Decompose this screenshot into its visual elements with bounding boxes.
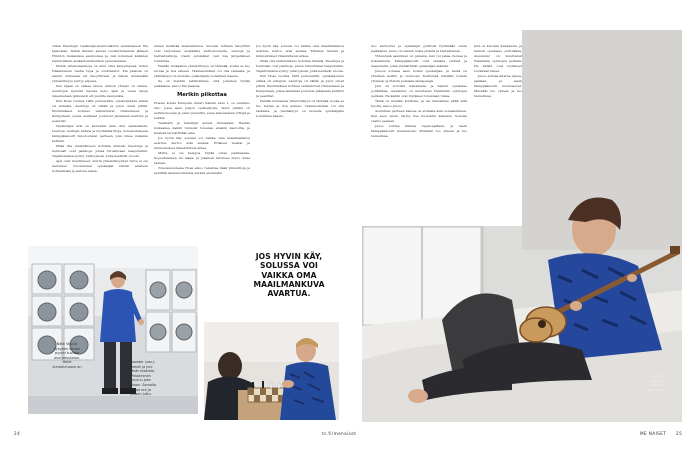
paragraph: Opiskelijan arki on kuitenkin aina ollut samanlaista: luentoja, tenttejä, kahvia ja myöhäisiä iltoja. Soluasumisessa kämppäkaverit muodostavat perheen, joka tukee vaikeina hetkinä. [52,124,148,143]
paragraph: Kun Hoas vuonna 1969 perustettiin, opiskelijoiden elämä oli erilaista. Asuntoja oli vähän ja jonot olivat pitkiä. Ensimmäiset kohteet valmistuivat Otaniemeen ja Kumpulaan, joissa asukkaat joutuivat jakamaan keittiön ja pesutilat. [256,74,344,98]
paragraph: Ajat ovat muuttuneet, mutta yhteisöllisyyden tarve ei ole kadonnut. Nuoremmat opiskelijat etsivät edelleen kohtaamisia ja jaettua arkea. [52,159,148,173]
paragraph: Juni on kotoisin Kanadasta, ja Samuli opiskelee politiikkaa. Alexander on muuttanut Helsinkiin opintojen perässä. He kaikki ovat löytäneet toisistaan tukea. [474,44,522,73]
paragraph: viitaa Helsingin Opiskelija-asuntosäätiön asukkaaseen Pia Jaakolaan. Nämä ihmiset asuvat vuosikymmenten jälkeen HOAS:n mukaisissa asunnoissa ja ovat kokeneet kaikkien mahdollisten asukastoimikuntien perustamisen. [52,44,148,63]
paragraph: Mutta ei ole helppoa löytää omaa paikkaansa. Sopeutuminen vie aikaa, ja jokainen tarvitsee myös omaa rauhaa. [154,151,250,165]
page-number-right: 25 [676,431,683,436]
paragraph: Hoasin kohde Kumpula, Petari Kalmin katu 1, on uudehko talo, jossa asuu paljon opiskelijoita. Talon pihalla on aurinkotuoleja ja pieni puutarha, jossa kasvatetaan yrttejä ja kukkia. [154,101,250,120]
right-col-1 [371,44,467,229]
paragraph: Pieniä yhteisöasuntoja on aina ollut kaupungissa, kuten Hakaniemen vanha tupa ja vuokratalot. Pia Jaakola on asunut kolmessa eri taloyhtiössä, ja hänen mielestään yhteisöllisyys syntyy arjessa. [52,64,148,83]
paragraph: luo: kertoutuu ja opiskelijat pyrkivät löytämään oman paikkansa. Juuso on saanut uusia ystäviä ja harrastuksia. [371,44,467,53]
paragraph: Tulevaisuudessa Hoas aikoo rakentaa lisää yhteistiloja ja kehittää asukastoimintaa entistä enemmän. [154,166,250,175]
paragraph: Juuso soittaa kitaraa vapaa-ajallaan, ja usein kämppäkaverit kuuntelevat. Musiikki tuo yhteen ja luo tunnelmaa. [371,124,467,138]
paragraph: Juuso soittaa kitaraa vapaa-ajallaan, ja usein kämppäkaverit kuuntelevat. Musiikki tuo yhteen ja luo tunnelmaa. [474,74,522,98]
laundry-photo-caption: Nätti Visa ja nykyään sanoin pyykki tuvissa asui pesulassa. Malle kuntotuhuone on [52,342,82,369]
paragraph: Heidän mukaansa yhteisöllisyys on tärkeää, koska se tuo turvaa ja iloa arkeen. Yksinasuminen voi olla raskasta, ja yksinäisyys on monelle opiskelijalle todellinen haaste. [154,64,250,78]
paragraph: Pitää olla mahdollisuus kohdata ihmisiä. Pesutupa ja kuntosali ovat paikkoja, joissa tutustutaan naapureihin. Tapahtumissa syntyy ystävyyksiä, jotka kestävät vuosia. [256,59,344,73]
pull-quote: JOS HYVIN KÄY, SOLUSSA VOI VAIKKA OMA MAAILMANKUVA AVARTUA. [253,252,325,299]
chess-photo-caption: Alexander (vas.), Samuli ja Juni pitävät shakista. Pelaaminen kuuluu joka viikkoon. Samalla alkaa ero ja Juuson juttu. [126,360,156,397]
paragraph: Kun Hoas vuonna 1969 perustettiin, opiskelijoiden elämä oli erilaista. Asuntoja oli vähän ja jonot olivat pitkiä. Ensimmäiset kohteet valmistuivat Otaniemeen ja Kumpulaan, joissa asukkaat joutuivat jakamaan keittiön ja pesutilat. [52,99,148,123]
paragraph: Jos hyvin käy, solussa voi vaikka oma maailmankuva avartua, kertoo eräs asukas. Erilaiset taustat ja kiinnostukset rikastuttavat arkea. [256,44,344,58]
paragraph: Jos hyvin käy, solussa voi vaikka oma maailmankuva avartua, kertoo eräs asukas. Erilaiset taustat ja kiinnostukset rikastuttavat arkea. [154,136,250,150]
paragraph: Se on meidän tehtävämme, että jokainen löytää paikkansa, sanoo Pia Jaakola. [154,79,250,88]
paragraph: Tämä on meidän kotimme, ja me haluamme pitää siitä huolta, sanoo Juuso. [371,99,467,108]
page-number-left: 24 [14,431,21,436]
paragraph: Yhteisössä asuminen on parasta, kun voi jakaa ruokaa ja kokemuksia. Kämppäkaverit ovat samalla ystäviä ja naapureita, jotka ymmärtävät opiskelijan elämää. [371,54,467,68]
site-url: ts.fi/menaiset [322,431,357,436]
paragraph: Teekkarit ja taiteilijat asuvat rinnakkain. Heidän mukaansa kaikki tuntevat toisensa ainakin kasvoilta, ja hississä tervehditään aina. [154,121,250,135]
guitar-photo-caption: Juuso sängyllä kitara ja kotikanarin [647,374,667,392]
paragraph: Asuminen perheen kanssa on erilaista kuin soluasuminen. Kun asuu yksin, täytyy itse huolehtia kaikesta. Solussa vastuu jaetaan. [371,109,467,123]
paragraph: Pitää olla mahdollisuus kohdata ihmisiä. Pesutupa ja kuntosali ovat paikkoja, joissa tutustutaan naapureihin. Tapahtumissa syntyy ystävyyksiä, jotka kestävät vuosia. [52,144,148,158]
section-subheading: Merikin piikottaa [177,92,227,98]
paragraph: minen herättää mielenkiintoa. Vuosien mittaan taloyhtiöt ovat tarjonneet asukkaille kerhohuoneita, saunoja ja harrastustiloja. Usein opiskelijat ovat itse järjestäneet toimintaa. [154,44,250,63]
magazine-name: ME NAISET [640,431,667,436]
paragraph: Heidän mukaansa yhteisöllisyys on tärkeää, koska se tuo turvaa ja iloa arkeen. Yksinasuminen voi olla raskasta, ja yksinäisyys on monelle opiskelijalle todellinen haaste. [256,99,344,118]
right-col-2 [474,44,522,229]
paragraph: Sen sijaan on vaikea sanoa, milloin yhteisö on valmis. Asuntojen kysyntä kasvaa koko ajan ja uusia taloja rakennetaan jatkuvasti eri puolille kaupunkia. [52,84,148,98]
paragraph: Juni on kotoisin Kanadasta, ja Samuli opiskelee politiikkaa. Alexander on muuttanut Helsinkiin opintojen perässä. He kaikki ovat löytäneet toisistaan tukea. [371,84,467,98]
paragraph: Juuson solussa asuu kolme opiskelijaa, ja heillä on yhteinen keittiö ja olohuone. Keittiössä tehdään ruokaa yhdessä, ja iltaisin pelataan lautapelejä. [371,69,467,83]
